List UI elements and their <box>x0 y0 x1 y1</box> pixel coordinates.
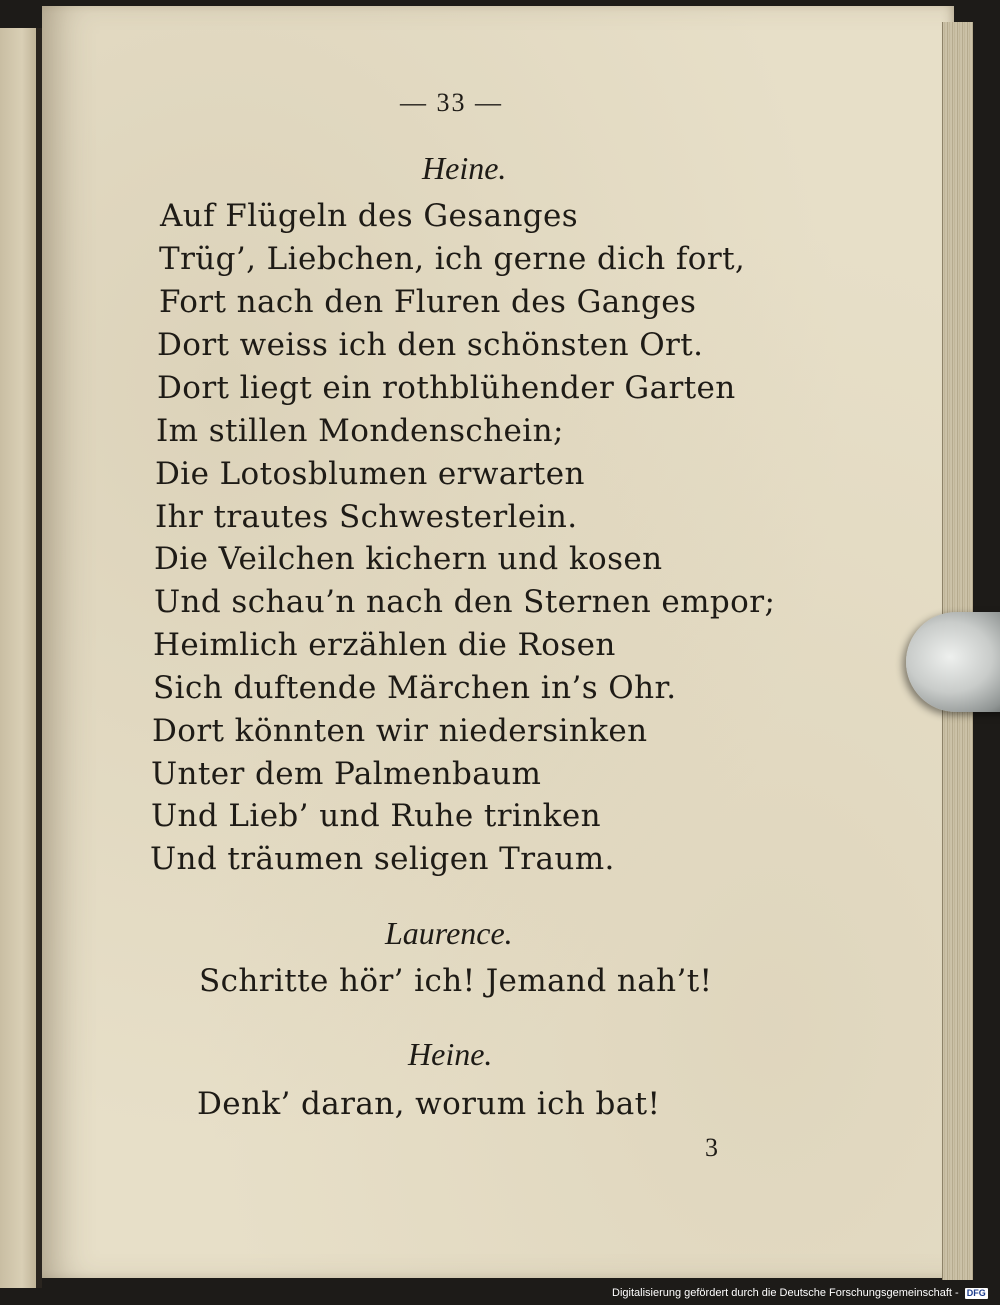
verse-line-1: Auf Flügeln des Gesanges <box>160 198 579 234</box>
speaker-laurence: Laurence. <box>385 915 513 951</box>
verse-line-11: Heimlich erzählen die Rosen <box>153 627 616 663</box>
verse-line-2: Trüg’, Liebchen, ich gerne dich fort, <box>159 241 746 277</box>
verse-line-10: Und schau’n nach den Sternen empor; <box>154 584 776 620</box>
verse-line-14: Unter dem Palmenbaum <box>151 756 542 792</box>
verse-line-5: Dort liegt ein rothblühender Garten <box>157 370 736 406</box>
heine-closing-line: Denk’ daran, worum ich bat! <box>197 1086 661 1122</box>
verse-line-13: Dort könnten wir niedersinken <box>152 713 648 749</box>
dfg-logo: DFG <box>966 1288 986 1298</box>
verse-line-9: Die Veilchen kichern und kosen <box>154 541 663 577</box>
verse-line-4: Dort weiss ich den schönsten Ort. <box>157 327 704 363</box>
previous-page-edge <box>0 28 42 1288</box>
verse-line-6: Im stillen Mondenschein; <box>156 413 564 449</box>
speaker-heine-2: Heine. <box>408 1036 493 1072</box>
verse-line-12: Sich duftende Märchen in’s Ohr. <box>153 670 677 706</box>
glass-page-clip <box>906 612 1000 712</box>
verse-line-8: Ihr trautes Schwesterlein. <box>155 499 578 535</box>
speaker-heine-1: Heine. <box>422 150 507 186</box>
verse-line-3: Fort nach den Fluren des Ganges <box>159 284 697 320</box>
verse-line-16: Und träumen seligen Traum. <box>150 841 615 877</box>
verse-line-7: Die Lotosblumen erwarten <box>155 456 585 492</box>
credit-text: Digitalisierung gefördert durch die Deutsche Forschungsgemeinschaft - <box>612 1287 959 1299</box>
verse-line-15: Und Lieb’ und Ruhe trinken <box>151 798 601 834</box>
laurence-line: Schritte hör’ ich! Jemand nah’t! <box>199 963 713 999</box>
page-header: — 33 — <box>400 88 503 117</box>
digitization-credit <box>612 1287 988 1299</box>
signature-mark: 3 <box>705 1133 718 1162</box>
